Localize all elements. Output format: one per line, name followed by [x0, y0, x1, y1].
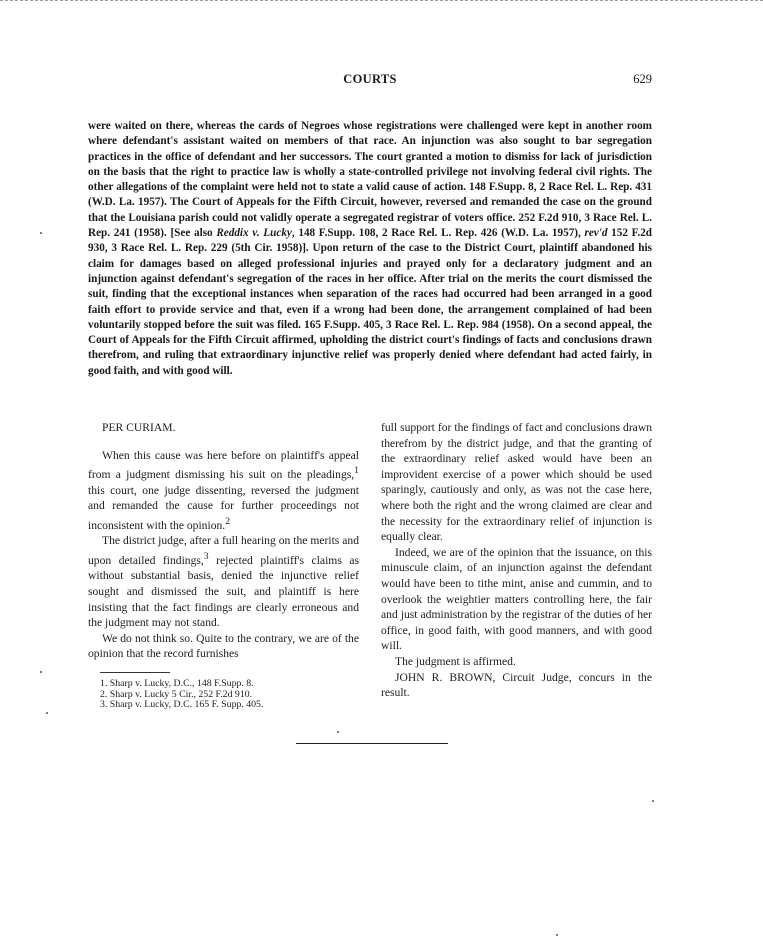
footnote: 3. Sharp v. Lucky, D.C. 165 F. Supp. 405.	[100, 699, 264, 711]
concurrence: JOHN R. BROWN, Circuit Judge, concurs in the result.	[381, 670, 652, 700]
case-headnote	[88, 119, 652, 379]
headnote-text: , 148 F.Supp. 108, 2 Race Rel. L. Rep. 426 (W.D. La. 1957),	[291, 227, 585, 240]
opinion-paragraph: Indeed, we are of the opinion that the issuance, on this minuscule claim, of an injunction against the defendant would have been to tithe mint, anise and cummin, and to overlook the weightier matters controlling here, the fair and just administration by the registrar of the duties of her office, in good faith, with good manners, and with good will.	[381, 545, 652, 653]
footnote: 1. Sharp v. Lucky, D.C., 148 F.Supp. 8.	[100, 677, 254, 689]
footnote-divider	[100, 672, 170, 673]
page-number: 629	[633, 72, 652, 86]
scan-speck	[40, 671, 42, 673]
reversed-notation: rev'd	[584, 227, 608, 240]
scan-speck	[40, 232, 42, 234]
opinion-paragraph: We do not think so. Quite to the contrary, we are of the opinion that the record furnishes	[88, 631, 359, 661]
footnote-ref: 2	[225, 515, 231, 527]
scan-speck	[337, 731, 339, 733]
headnote-text: were waited on there, whereas the cards of Negroes whose registrations were challenged were kept in another room where defendant's assistant waited on members of that race. An injunction was also sought to bar segregation practices in the office of defendant and her successors. The court granted a motion to dismiss for lack of jurisdiction on the basis that the right to practice law is wholly a state-controlled privilege not involving federal civil rights. The other allegations of the complaint were held not to state a valid cause of action. 148 F.Supp. 8, 2 Race Rel. L. Rep. 431 (W.D. La. 1957). The Court of Appeals for the Fifth Circuit, however, reversed and remanded the case on the ground that the Louisiana parish could not validly operate a segregated registrar of voters office. 252 F.2d 910, 3 Race Rel. L. Rep. 241 (1958). [See also	[88, 120, 652, 240]
scan-speck	[652, 800, 654, 802]
footnote: 2. Sharp v. Lucky 5 Cir., 252 F.2d 910.	[100, 688, 253, 700]
opinion-paragraph: The judgment is affirmed.	[395, 654, 516, 668]
opinion-left-column	[88, 420, 359, 711]
running-title: COURTS	[343, 72, 397, 86]
opinion-paragraph: The district judge, after a full hearing on the merits and upon detailed findings,$^3$ rejected plaintiff's claims as without substantial basis, denied the injunctive relief sought and dismissed the suit, and plaintiff is here insisting that the fact findings are clearly erroneous and the judgment may not stand.	[88, 534, 359, 630]
scan-top-border	[0, 0, 763, 1]
scan-speck	[46, 712, 48, 714]
opinion-paragraph: full support for the findings of fact and conclusions drawn therefrom by the district judge, and that the granting of the extraordinary relief asked would have been an improvident exercise of a power which should be used sparingly, cautiously and only, as was not the case here, where both the right and the wrong claimed are clear and the necessity for the extraordinary relief of injunction is equally clear.	[381, 421, 652, 544]
scan-speck	[556, 934, 558, 936]
case-citation-reddix: Reddix v. Lucky	[216, 227, 292, 240]
opinion-paragraph: When this cause was here before on plaintiff's appeal from a judgment dismissing his suit on the pleadings,$^1$ this court, one judge dissenting, reversed the judgment and remanded the cause for further proceedings not inconsistent with the opinion.$^2$	[88, 448, 359, 532]
footnotes	[88, 679, 359, 711]
footnote-ref: 1	[354, 465, 359, 477]
running-head	[88, 72, 652, 88]
footnote-ref: 3	[203, 550, 209, 562]
opinion-right-column	[381, 420, 652, 701]
per-curiam-heading: PER CURIAM.	[102, 421, 176, 434]
end-of-opinion-rule	[296, 743, 448, 744]
headnote-text: 152 F.2d 930, 3 Race Rel. L. Rep. 229 (5th Cir. 1958)]. Upon return of the case to the District Court, plaintiff abandoned his claim for damages based on alleged professional injuries and prayed only for a declaratory judgment and an injunction against defendant's segregation of the races in her office. After trial on the merits the court dismissed the suit, finding that the exceptional instances when separation of the races had occurred had been arranged in a good faith effort to provide service and that, even if a wrong had been done, the arrangement complained of had been voluntarily stopped before the suit was filed. 165 F.Supp. 405, 3 Race Rel. L. Rep. 984 (1958). On a second appeal, the Court of Appeals for the Fifth Circuit affirmed, upholding the district court's findings of facts and conclusions drawn therefrom, and ruling that extraordinary injunctive relief was properly denied where defendant had acted fairly, in good faith, and with good will.	[88, 227, 653, 377]
